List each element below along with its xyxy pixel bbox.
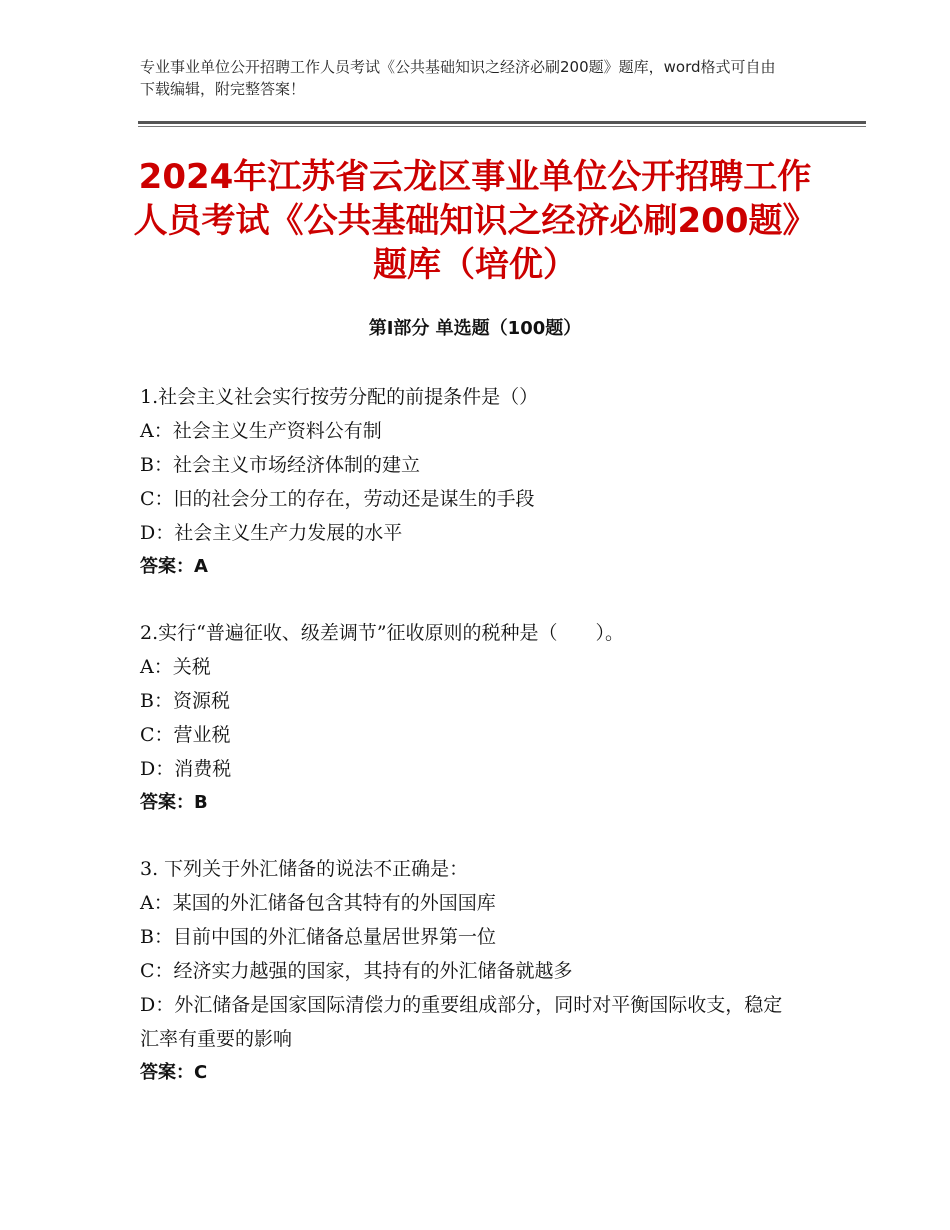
answer: 答案：B <box>140 792 208 813</box>
question-stem: 2.实行“普遍征收、级差调节”征收原则的税种是（ ）。 <box>140 622 625 644</box>
option-b: B：资源税 <box>140 690 230 712</box>
option-c: C：营业税 <box>140 724 231 746</box>
option-c: C：经济实力越强的国家，其持有的外汇储备就越多 <box>140 960 573 982</box>
section-heading: 第Ⅰ部分 单选题（100题） <box>368 318 582 339</box>
question-2 <box>140 616 800 820</box>
option-d: D：社会主义生产力发展的水平 <box>140 522 403 544</box>
answer: 答案：A <box>140 556 208 577</box>
option-c: C：旧的社会分工的存在，劳动还是谋生的手段 <box>140 488 535 510</box>
header-divider-thin <box>138 126 866 127</box>
option-d: D：外汇储备是国家国际清偿力的重要组成部分，同时对平衡国际收支，稳定汇率有重要的影响 <box>140 994 783 1050</box>
option-d: D：消费税 <box>140 758 232 780</box>
document-title: 2024年江苏省云龙区事业单位公开招聘工作人员考试《公共基础知识之经济必刷200题》题库（培优） <box>133 157 817 285</box>
question-3 <box>140 852 800 1090</box>
question-list <box>140 380 800 1122</box>
option-b: B：目前中国的外汇储备总量居世界第一位 <box>140 926 496 948</box>
option-a: A：某国的外汇储备包含其特有的外国国库 <box>140 892 496 914</box>
question-1 <box>140 380 800 584</box>
option-a: A：社会主义生产资料公有制 <box>140 420 382 442</box>
header-note: 专业事业单位公开招聘工作人员考试《公共基础知识之经济必刷200题》题库，word格式可自由下载编辑，附完整答案！ <box>140 58 776 98</box>
question-stem: 3. 下列关于外汇储备的说法不正确是： <box>140 858 469 880</box>
option-b: B：社会主义市场经济体制的建立 <box>140 454 420 476</box>
question-stem: 1.社会主义社会实行按劳分配的前提条件是（） <box>140 386 539 408</box>
header-divider-thick <box>138 121 866 124</box>
answer: 答案：C <box>140 1062 208 1083</box>
option-a: A：关税 <box>140 656 211 678</box>
